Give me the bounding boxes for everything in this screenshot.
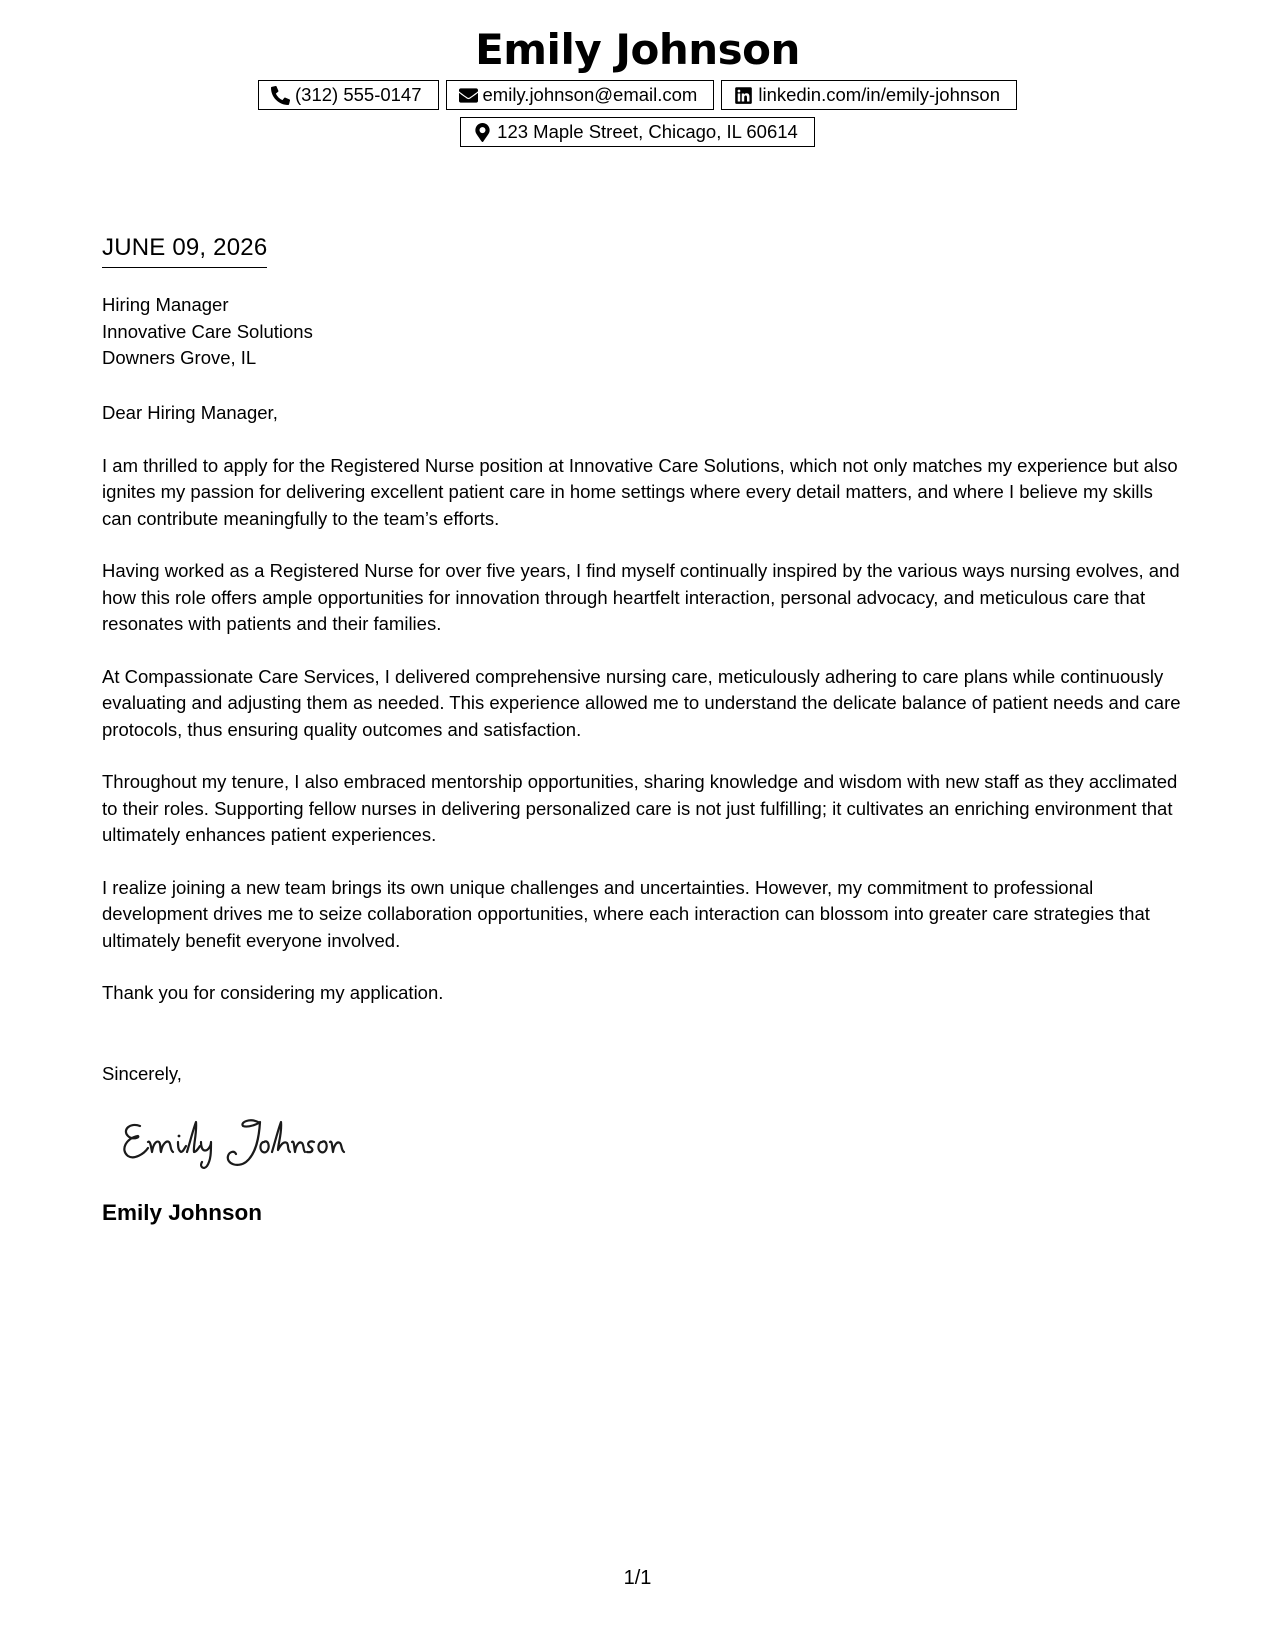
body-paragraph: Having worked as a Registered Nurse for over five years, I find myself continually inspired by the various ways nursing evolves, and how this role offers ample opportunities for innovation through heartfelt interaction, personal advocacy, and meticulous care that resonates with patients and their families. [102,560,1180,634]
thank-you-line: Thank you for considering my application. [102,982,444,1003]
recipient-block [102,292,313,372]
letter-body [102,400,1182,1033]
salutation: Dear Hiring Manager, [102,402,278,423]
letter-date: JUNE 09, 2026 [102,233,267,268]
map-marker-icon [473,123,492,142]
contact-row-primary [0,80,1275,110]
contact-email[interactable] [446,80,715,110]
handwritten-signature [118,1112,348,1170]
contact-phone[interactable] [258,80,439,110]
recipient-location: Downers Grove, IL [102,347,257,368]
contact-linkedin[interactable] [721,80,1017,110]
contact-row-secondary [0,117,1275,147]
envelope-icon [459,86,478,105]
linkedin-icon [734,86,753,105]
linkedin-text: linkedin.com/in/emily-johnson [758,83,1000,105]
closing-line: Sincerely, [102,1063,182,1084]
contact-address[interactable] [460,117,815,147]
applicant-name: Emily Johnson [475,25,800,74]
signatory-name: Emily Johnson [102,1200,263,1225]
page-number: 1/1 [623,1567,652,1589]
body-paragraph: I am thrilled to apply for the Registered Nurse position at Innovative Care Solutions, which not only matches my experience but also ignites my passion for delivering excellent patient care in home settings where every detail matters, and where I believe my skills can contribute meaningfully to the team’s efforts. [102,454,1178,529]
phone-icon [271,86,290,105]
body-paragraph: Throughout my tenure, I also embraced mentorship opportunities, sharing knowledge and wisdom with new staff as they acclimated to their roles. Supporting fellow nurses in delivering personalized care is not just fulfilling; it cultivates an enriching environment that ultimately enhances patient experiences. [102,771,1178,845]
address-text: 123 Maple Street, Chicago, IL 60614 [497,120,798,142]
body-paragraph: I realize joining a new team brings its own unique challenges and uncertainties. However, my commitment to professional development drives me to seize collaboration opportunities, where each interaction can blossom into greater care strategies that ultimately benefit everyone involved. [102,876,1150,951]
body-paragraph: At Compassionate Care Services, I delivered comprehensive nursing care, meticulously adhering to care plans while continuously evaluating and adjusting them as needed. This experience allowed me to understand the delicate balance of patient needs and care protocols, thus ensuring quality outcomes and satisfaction. [102,665,1181,740]
phone-text: (312) 555-0147 [295,83,422,105]
recipient-company: Innovative Care Solutions [102,320,313,342]
recipient-title: Hiring Manager [102,294,229,315]
email-text: emily.johnson@email.com [482,83,698,105]
